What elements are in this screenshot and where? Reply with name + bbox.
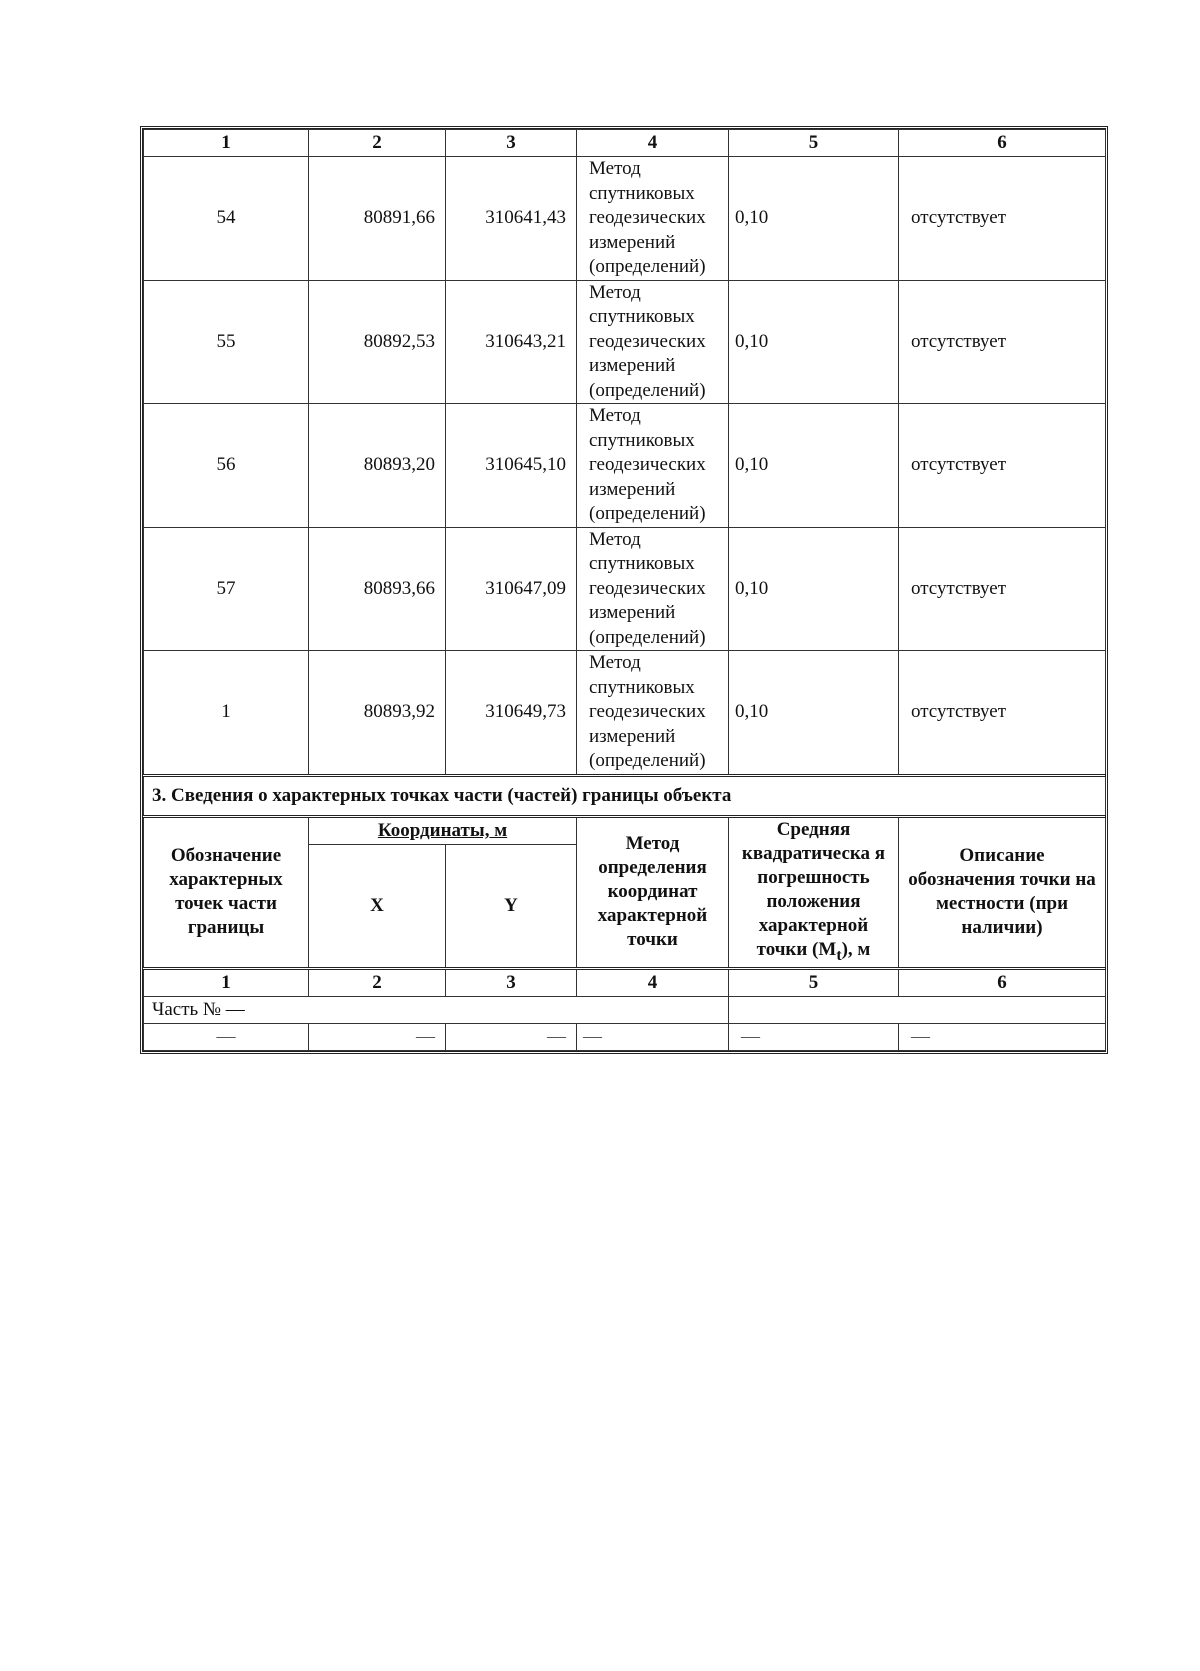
header-description: Описание обозначения точки на местности (при наличии): [899, 816, 1106, 969]
header-x: X: [309, 845, 446, 969]
method-cell: [577, 157, 729, 281]
col-number: 1: [144, 969, 309, 997]
method-cell: [577, 651, 729, 776]
col-number: 1: [144, 130, 309, 157]
dash-cell: —: [899, 1024, 1106, 1051]
coord-y: 310645,10: [446, 404, 577, 528]
error-value: 0,10: [729, 157, 899, 281]
method-line: спутниковых: [589, 429, 695, 451]
coord-x: 80891,66: [309, 157, 446, 281]
dash-cell: —: [144, 1024, 309, 1051]
coord-x: 80893,20: [309, 404, 446, 528]
method-line: измерений: [589, 231, 676, 253]
method-line: (определений): [589, 503, 706, 524]
section-3-title: 3. Сведения о характерных точках части (частей) границы объекта: [144, 775, 1106, 816]
header-y: Y: [446, 845, 577, 969]
part-label: Часть № —: [144, 997, 729, 1024]
header-error: [729, 816, 899, 969]
point-id: 57: [144, 527, 309, 651]
method-line: спутниковых: [589, 182, 695, 204]
method-line: (определений): [589, 626, 706, 648]
method-line: (определений): [589, 750, 706, 771]
method-line: измерений: [589, 725, 676, 747]
empty-data-row: [144, 1024, 1106, 1051]
coord-y: 310643,21: [446, 280, 577, 404]
method-line: геодезических: [589, 701, 706, 722]
point-id: 55: [144, 280, 309, 404]
col-number: 4: [577, 969, 729, 997]
method-line: измерений: [589, 478, 676, 500]
header-error-sub: t: [836, 946, 842, 964]
boundary-points-document: [140, 126, 1108, 1054]
method-cell: [577, 527, 729, 651]
table-row: [144, 527, 1106, 651]
method-line: геодезических: [589, 330, 706, 352]
col-number: 2: [309, 969, 446, 997]
col-number: 4: [577, 130, 729, 157]
dash-cell: —: [309, 1024, 446, 1051]
method-line: Метод: [589, 158, 641, 179]
method-line: (определений): [589, 256, 706, 277]
point-id: 56: [144, 404, 309, 528]
method-line: Метод: [589, 281, 641, 303]
method-line: Метод: [589, 652, 641, 673]
method-line: спутниковых: [589, 306, 695, 327]
method-line: измерений: [589, 602, 676, 623]
dash-cell: —: [729, 1024, 899, 1051]
section-3-title-row: [144, 775, 1106, 816]
method-line: (определений): [589, 379, 706, 401]
description: отсутствует: [899, 280, 1106, 404]
column-number-row: [144, 130, 1106, 157]
col-number: 6: [899, 969, 1106, 997]
dash-cell: —: [446, 1024, 577, 1051]
header-method: Метод определения координат характерной точки: [577, 816, 729, 969]
method-line: геодезических: [589, 454, 706, 475]
table-row: [144, 157, 1106, 281]
method-cell: [577, 404, 729, 528]
header-error-text: Средняя квадратическа я погрешность положения характерной точки (M: [741, 818, 886, 960]
description: отсутствует: [899, 527, 1106, 651]
point-id: 1: [144, 651, 309, 776]
coord-y: 310647,09: [446, 527, 577, 651]
method-line: спутниковых: [589, 553, 695, 574]
method-line: спутниковых: [589, 676, 695, 698]
section-3-number-row: [144, 969, 1106, 997]
header-coords: Координаты, м: [309, 816, 577, 845]
error-value: 0,10: [729, 651, 899, 776]
col-number: 3: [446, 130, 577, 157]
table-row: [144, 651, 1106, 776]
description: отсутствует: [899, 651, 1106, 776]
col-number: 3: [446, 969, 577, 997]
method-line: геодезических: [589, 207, 706, 228]
error-value: 0,10: [729, 404, 899, 528]
part-row: [144, 997, 1106, 1024]
method-line: Метод: [589, 405, 641, 426]
method-cell: [577, 280, 729, 404]
description: отсутствует: [899, 157, 1106, 281]
header-point: Обозначение характерных точек части границы: [144, 816, 309, 969]
section-3-header-row: [144, 816, 1106, 845]
points-table: [143, 129, 1106, 1051]
coord-x: 80893,92: [309, 651, 446, 776]
col-number: 5: [729, 130, 899, 157]
table-row: [144, 280, 1106, 404]
header-error-unit: ), м: [841, 938, 871, 960]
part-empty: [729, 997, 1106, 1024]
coord-x: 80892,53: [309, 280, 446, 404]
method-line: геодезических: [589, 577, 706, 599]
method-line: измерений: [589, 355, 676, 376]
col-number: 6: [899, 130, 1106, 157]
table-row: [144, 404, 1106, 528]
dash-cell: —: [577, 1024, 729, 1051]
point-id: 54: [144, 157, 309, 281]
error-value: 0,10: [729, 527, 899, 651]
coord-x: 80893,66: [309, 527, 446, 651]
coord-y: 310649,73: [446, 651, 577, 776]
description: отсутствует: [899, 404, 1106, 528]
coord-y: 310641,43: [446, 157, 577, 281]
col-number: 5: [729, 969, 899, 997]
error-value: 0,10: [729, 280, 899, 404]
col-number: 2: [309, 130, 446, 157]
method-line: Метод: [589, 528, 641, 550]
